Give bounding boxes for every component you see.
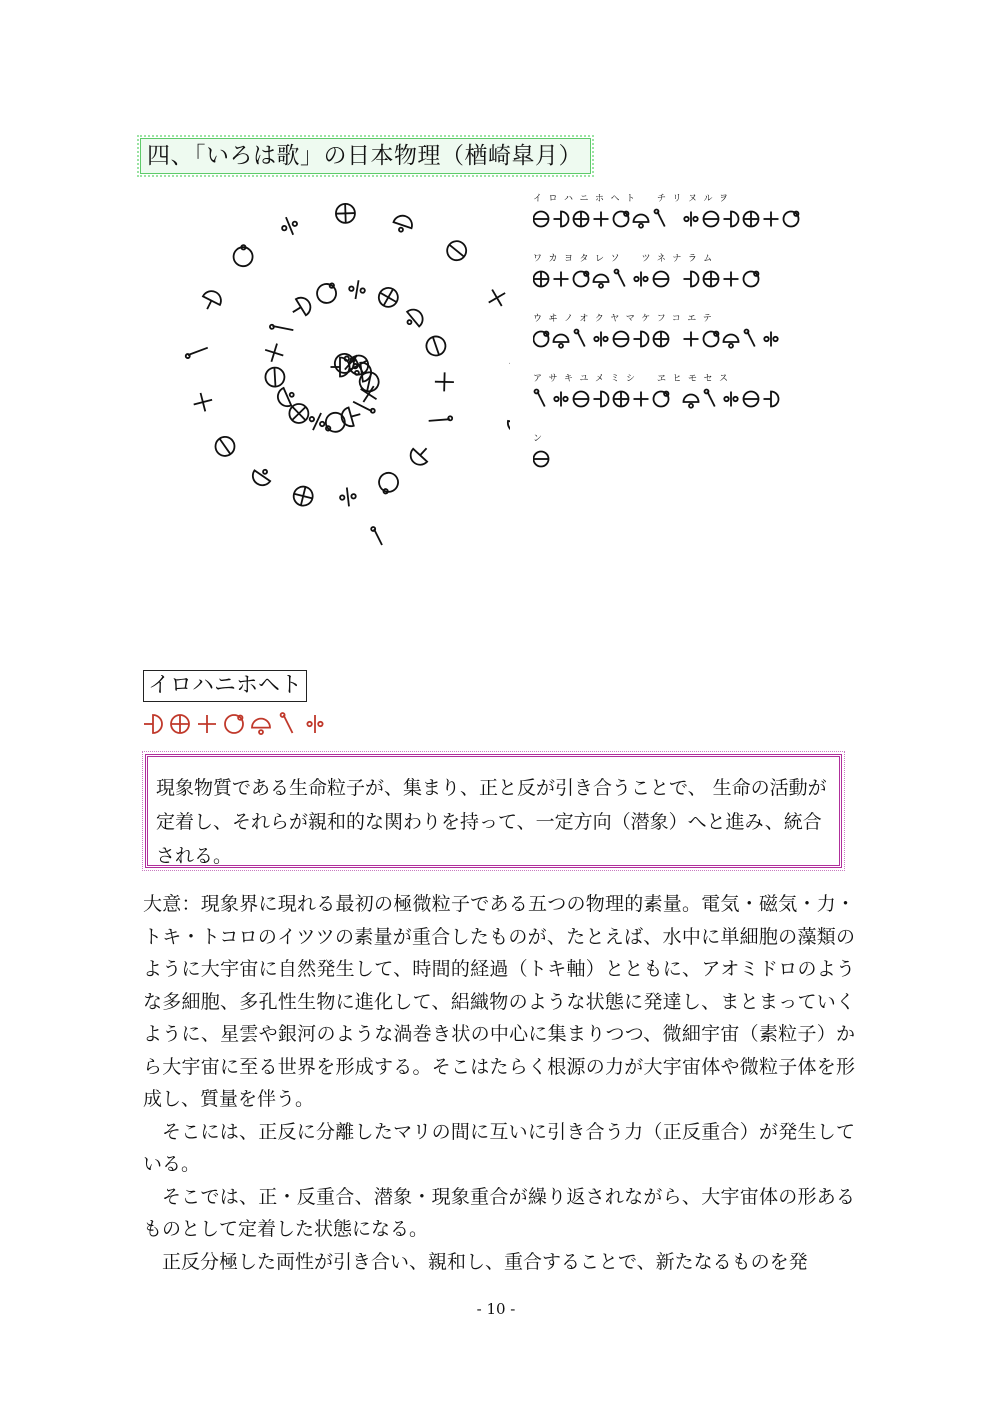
katakana-row-3 (533, 313, 833, 351)
katakamuna-glyph (292, 485, 315, 508)
katakamuna-glyph (171, 715, 189, 733)
katakamuna-glyph (262, 341, 286, 365)
katakamuna-glyph (407, 442, 434, 469)
katakamuna-glyph (724, 272, 739, 287)
katakamuna-glyph (744, 212, 759, 227)
katakamuna-glyph (594, 332, 607, 347)
verse-glyph-row (143, 709, 343, 739)
katakamuna-glyph (594, 392, 609, 407)
katakamuna-glyph (654, 332, 669, 347)
katakamuna-glyph (198, 715, 216, 733)
katakamuna-glyph (279, 214, 301, 238)
katakamuna-glyph (288, 294, 314, 320)
katakamuna-glyph (375, 284, 401, 310)
katakamuna-glyph (281, 713, 293, 733)
katakamuna-glyph (684, 395, 699, 408)
katakamuna-glyph (705, 390, 715, 407)
katakamuna-glyph-row (533, 267, 833, 291)
katakamuna-glyph (534, 272, 549, 287)
katakamuna-glyph (424, 334, 448, 358)
katakamuna-glyph (534, 452, 549, 467)
katakamuna-glyph (634, 272, 647, 287)
verse-text: 現象物質である生命粒子が、集まり、正と反が引き合うことで、 生命の活動が定着し、それらが親和的な関わりを持って、一定方向（潜象）へと進み、統合される。 (156, 777, 827, 867)
explanation-body (143, 888, 855, 1278)
katakamuna-glyph (594, 275, 609, 288)
katakamuna-glyph (724, 212, 739, 227)
katakamuna-glyph (535, 390, 545, 407)
katakamuna-glyph (212, 433, 238, 459)
katakamuna-glyph (634, 332, 649, 347)
katakamuna-glyph (764, 332, 777, 347)
body-paragraph: そこでは、正・反重合、潜象・現象重合が繰り返されながら、大宇宙体の形あるものとして定着した状態になる。 (143, 1185, 855, 1240)
katakamuna-glyph (684, 332, 699, 347)
katakamuna-glyph (574, 272, 589, 287)
katakamuna-glyph (191, 391, 214, 414)
katakamuna-glyph (615, 270, 625, 287)
katakamuna-glyph (199, 288, 225, 314)
katakamuna-glyph (484, 285, 510, 311)
katakamuna-glyph (554, 212, 569, 227)
katakamuna-glyph-row (533, 447, 833, 471)
katakamuna-glyph (435, 372, 454, 391)
page-title: 四、「いろは歌」の日本物理（楢崎皐月） (140, 138, 591, 174)
katakamuna-glyph (655, 210, 665, 227)
katakamuna-glyph (614, 332, 629, 347)
katakana-row-5 (533, 433, 833, 471)
katakamuna-glyph (186, 345, 208, 360)
katakamuna-glyph (348, 279, 367, 300)
page-number: - 10 - (476, 1300, 516, 1318)
katakana-reading: ワカヨタレソ ツネナラム (533, 254, 719, 264)
katakamuna-glyph (371, 527, 382, 545)
katakamuna-glyph (764, 212, 779, 227)
katakamuna-glyph (634, 392, 649, 407)
verse-text-box (145, 754, 842, 868)
katakamuna-glyph (594, 212, 609, 227)
katakamuna-glyph-row (533, 207, 833, 231)
katakamuna-glyph (784, 212, 799, 227)
katakamuna-glyph (724, 335, 739, 348)
katakana-row-1 (533, 193, 833, 231)
katakamuna-glyph (744, 392, 759, 407)
katakamuna-glyph (704, 332, 719, 347)
katakamuna-glyph (376, 470, 402, 496)
body-paragraph: 正反分極した両性が引き合い、親和し、重合することで、新たなるものを発 (162, 1250, 808, 1273)
katakamuna-glyph (402, 306, 427, 331)
body-paragraph: 大意：現象界に現れる最初の極微粒子である五つの物理的素量。電気・磁気・力・トキ・トコロのイツツの素量が重合したものが、たとえば、水中に単細胞の藻類のように大宇宙に自然発生して、時間的経過（トキ軸）とともに、アオミドロのような多細胞、多孔性生物に進化して、絽織物のような状態に発達し、まとまっていくように、星雲や銀河のような渦巻き状の中心に集まりつつ、微細宇宙（素粒子）から大宇宙に至る世界を形成する。そこはたらく根源の力が大宇宙体や微粒子体を形成し、質量を伴う。 (143, 893, 855, 1110)
katakamuna-glyph (339, 487, 357, 508)
katakamuna-glyph (614, 392, 629, 407)
katakamuna-glyph (265, 367, 285, 387)
katakamuna-glyph (574, 212, 589, 227)
katakamuna-glyph (429, 409, 453, 428)
katakamuna-glyph (575, 330, 585, 347)
katakamuna-glyph-row (533, 327, 833, 351)
katakamuna-glyph (634, 215, 649, 228)
katakamuna-glyph (684, 272, 699, 287)
katakamuna-glyph (554, 335, 569, 348)
katakamuna-glyph (745, 330, 755, 347)
katakamuna-glyph (225, 715, 243, 733)
katakamuna-glyph (704, 212, 719, 227)
katakamuna-glyph (554, 392, 567, 407)
katakamuna-glyph (269, 317, 293, 340)
katakana-reading: ウヰノオクヤマケフコエテ (533, 314, 719, 324)
katakamuna-glyph (336, 204, 356, 224)
body-paragraph: そこには、正反に分離したマリの間に互いに引き合う力（正反重合）が発生している。 (143, 1120, 855, 1175)
katakamuna-glyph (391, 213, 414, 234)
verse-label: イロハニホヘト (143, 670, 307, 702)
katakamuna-glyph (704, 272, 719, 287)
katakana-row-2 (533, 253, 833, 291)
katakamuna-glyph (508, 348, 510, 364)
katakamuna-glyph (554, 272, 569, 287)
katakamuna-spiral-diagram (170, 200, 510, 560)
katakamuna-glyph-row (533, 387, 833, 411)
katakamuna-glyph (684, 212, 697, 227)
katakamuna-glyph (534, 212, 549, 227)
katakamuna-glyph (285, 400, 312, 427)
katakana-reading: イロハニホヘト チリヌルヲ (533, 194, 735, 204)
katakamuna-glyph (506, 412, 510, 434)
katakamuna-glyph (252, 719, 270, 735)
katakamuna-glyph (724, 392, 737, 407)
katakamuna-glyph (654, 392, 669, 407)
katakamuna-glyph (144, 715, 162, 733)
katakamuna-glyph (574, 392, 589, 407)
katakana-reading: アサキユメミシ ヱヒモセス (533, 374, 735, 384)
katakamuna-glyph (614, 212, 629, 227)
katakana-reading: ン (533, 434, 549, 444)
katakamuna-glyph (654, 272, 669, 287)
katakana-row-4 (533, 373, 833, 411)
katakamuna-glyph (307, 715, 322, 733)
katakamuna-glyph (249, 465, 274, 489)
katakamuna-glyph (534, 332, 549, 347)
katakamuna-glyph (315, 282, 337, 304)
katakamuna-glyph (443, 237, 470, 264)
katakamuna-glyph (764, 392, 779, 407)
katakamuna-glyph (744, 272, 759, 287)
katakamuna-glyph (230, 243, 257, 270)
